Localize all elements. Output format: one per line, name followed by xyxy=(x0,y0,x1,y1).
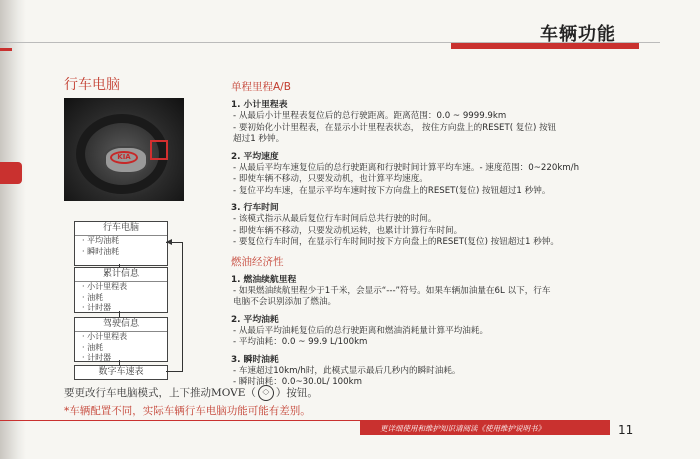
item-line: - 平均油耗：0.0 ~ 99.9 L/100km xyxy=(233,337,368,347)
item-line: - 车速超过10km/h时，此模式显示最后几秒内的瞬时油耗。 xyxy=(233,365,461,376)
mode-box-title: 行车电脑 xyxy=(75,222,167,236)
section-title-trip-computer: 行车电脑 xyxy=(64,77,120,93)
mode-box-title: 驾驶信息 xyxy=(75,318,167,332)
mode-box-item: · 计时器 xyxy=(82,303,112,312)
list-item xyxy=(231,202,651,249)
item-line: 超过1 秒钟。 xyxy=(233,134,285,144)
list-item xyxy=(231,99,651,146)
section-title-trip-odometer: 单程里程A/B xyxy=(231,81,291,93)
item-title: 1. 小计里程表 xyxy=(231,100,288,110)
connector-line xyxy=(166,371,182,372)
move-button-highlight xyxy=(150,140,168,160)
item-title: 2. 平均速度 xyxy=(231,151,279,162)
mode-box-drive-info xyxy=(74,317,168,362)
mode-box-item: · 计时器 xyxy=(82,353,112,362)
item-line: - 复位平均车速，在显示平均车速时按下方向盘上的RESET(复位) 按钮超过1 秒钟。 xyxy=(233,185,551,196)
item-line: - 从最后小计里程表复位后的总行驶距离。距离范围：0.0 ~ 9999.9km xyxy=(233,111,507,121)
brand-logo: KIA xyxy=(110,151,138,164)
footer-text: 更详细使用和维护知识请阅读《使用维护说明书》 xyxy=(380,424,545,433)
configuration-note: *车辆配置不同，实际车辆行车电脑功能可能有差别。 xyxy=(64,405,311,417)
list-item xyxy=(231,274,651,309)
mode-box-title: 累计信息 xyxy=(75,268,167,282)
mode-box-item: · 油耗 xyxy=(82,292,104,302)
connector-line xyxy=(182,242,183,372)
item-line: - 如果燃油续航里程少于1千米，会显示“---”符号。如果车辆加油量在6L 以下，行车 xyxy=(233,285,551,296)
steering-wheel-photo xyxy=(64,98,184,201)
page-binding xyxy=(0,0,26,459)
mode-box-item: · 小计里程表 xyxy=(82,332,128,341)
section-title-fuel-economy: 燃油经济性 xyxy=(231,255,284,268)
connector-line xyxy=(119,360,120,365)
mode-box-digital-speedometer xyxy=(74,365,168,380)
list-item xyxy=(231,354,651,389)
mode-box-item: · 小计里程表 xyxy=(82,282,128,291)
edge-tab xyxy=(0,162,22,184)
item-line: - 即使车辆不移动，只要发动机运转，也累计计算行车时间。 xyxy=(233,225,463,236)
edge-marker xyxy=(0,48,12,51)
item-line: - 即使车辆不移动，只要发动机，也计算平均速度。 xyxy=(233,174,428,184)
item-title: 1. 燃油续航里程 xyxy=(231,274,297,285)
item-line: - 要复位行车时间，在显示行车时间时按下方向盘上的RESET(复位) 按钮超过1 秒钟。 xyxy=(233,237,560,247)
item-title: 3. 行车时间 xyxy=(231,203,279,213)
mode-box-item: · 瞬时油耗 xyxy=(82,246,120,256)
list-item xyxy=(231,151,651,198)
item-title: 2. 平均油耗 xyxy=(231,314,279,325)
item-line: - 要初始化小计里程表，在显示小计里程表状态， 按住方向盘上的RESET( 复位) 按钮 xyxy=(233,122,557,133)
item-title: 3. 瞬时油耗 xyxy=(231,354,279,365)
arrow-head xyxy=(166,239,172,245)
item-line: - 瞬时油耗：0.0~30.0L/ 100km xyxy=(233,377,362,387)
page-title: 车辆功能 xyxy=(540,24,616,45)
mode-box-accumulated-info xyxy=(74,267,168,313)
item-line: - 该模式指示从最后复位行车时间后总共行驶的时间。 xyxy=(233,214,437,224)
mode-box-title: 数字车速表 xyxy=(98,367,144,377)
note-text: 要更改行车电脑模式，上下推动MOVE（ xyxy=(64,387,256,399)
note-text: ）按钮。 xyxy=(275,387,318,399)
connector-line xyxy=(119,311,120,317)
mode-box-item: · 平均油耗 xyxy=(82,236,120,245)
item-line: 电脑不会识别添加了燃油。 xyxy=(233,297,337,307)
item-line: - 从最后平均车速复位后的总行驶距离和行驶时间计算平均车速。- 速度范围：0~220km/h xyxy=(233,162,580,173)
main-content xyxy=(231,79,651,394)
page-number: 11 xyxy=(618,423,634,437)
item-line: - 从最后平均油耗复位后的总行驶距离和燃油消耗量计算平均油耗。 xyxy=(233,325,489,336)
list-item xyxy=(231,314,651,349)
connector-line xyxy=(119,264,120,267)
mode-box-item: · 油耗 xyxy=(82,342,104,352)
move-button-icon: ︿ ﹀ xyxy=(258,385,274,401)
mode-box-trip-computer xyxy=(74,221,168,266)
